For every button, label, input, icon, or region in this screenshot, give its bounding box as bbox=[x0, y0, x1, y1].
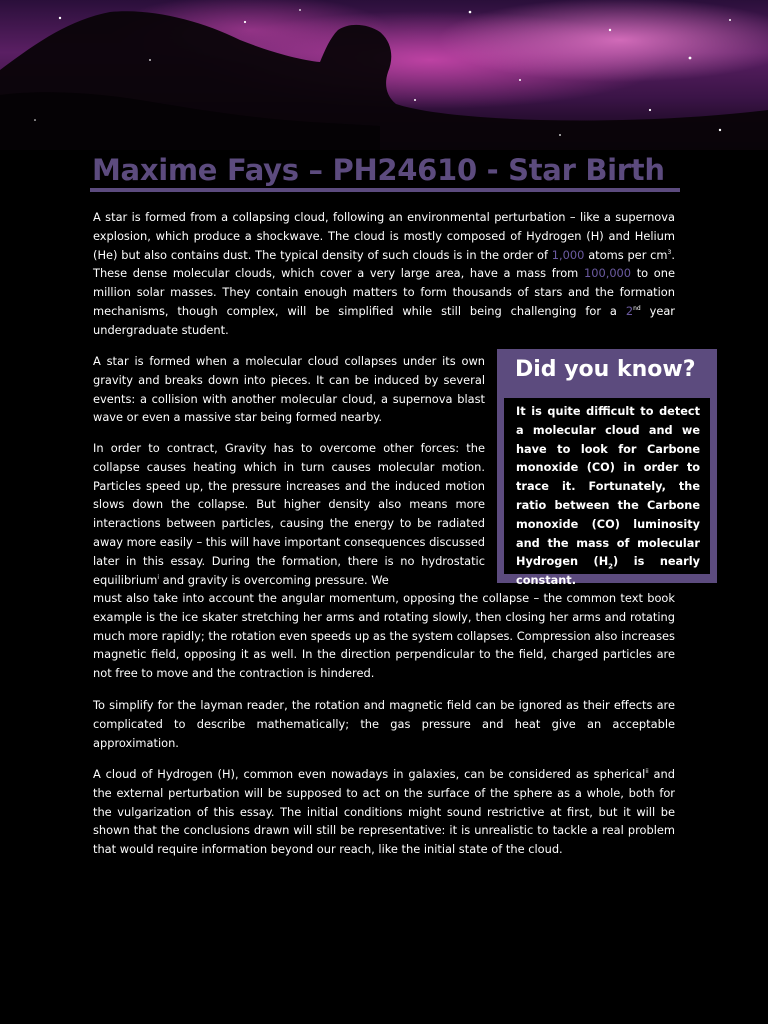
highlight-number: 100,000 bbox=[583, 266, 632, 281]
footnote-marker: i bbox=[157, 573, 160, 581]
paragraph-text: and gravity is overcoming pressure. We bbox=[159, 572, 389, 587]
paragraph-text: A cloud of Hydrogen (H), common even nowadays in galaxies, can be considered as spherical bbox=[93, 767, 646, 781]
sidebar-text: It is quite difficult to detect a molecular cloud and we have to look for Carbone monoxide (CO) in order to trace it. Fortunately, the ratio between the Carbone monoxide (CO) luminosity and the mass of molecular Hydrogen (H bbox=[516, 405, 700, 569]
paragraph-text: atoms per cm bbox=[584, 247, 668, 262]
did-you-know-content bbox=[504, 398, 710, 588]
highlight-number: 2 bbox=[625, 303, 634, 318]
did-you-know-title: Did you know? bbox=[515, 357, 696, 382]
subscript: 2 bbox=[608, 562, 614, 571]
paragraph-text: In order to contract, Gravity has to overcome other forces: the collapse causes heating which in turn causes molecular motion. Particles speed up, the pressure increases and the induced motion slows down the collapse. But higher density also means more interactions between particles, causing the energy to be radiated away more easily – this will have important consequences discussed later in this essay. During the formation, there is no hydrostatic equilibrium bbox=[93, 441, 485, 587]
paragraph-contraction bbox=[93, 439, 485, 589]
highlight-number: 1,000 bbox=[551, 247, 585, 262]
paragraph-text: and the external perturbation will be supposed to act on the surface of the sphere as a whole, both for the vulgarization of this essay. The initial conditions might sound restrictive at first, but it will be shown that the conclusions drawn will still be representative: it is unrealistic to tackle a real problem that would require information beyond our reach, like the initial state of the cloud. bbox=[93, 767, 675, 857]
footnote-marker: ii bbox=[645, 768, 649, 776]
horsehead-nebula-banner bbox=[0, 0, 768, 150]
sidebar-text: ) is nearly constant. bbox=[516, 555, 700, 588]
paragraph-text: year undergraduate student. bbox=[93, 303, 675, 337]
page-title: Maxime Fays – PH24610 - Star Birth bbox=[92, 153, 665, 187]
paragraph-text: A star is formed from a collapsing cloud, following an environmental perturbation – like a supernova explosion, which produce a shockwave. The cloud is mostly composed of Hydrogen (H) and Helium (He) but also contains dust. The typical density of such clouds is in the order of bbox=[93, 210, 675, 262]
paragraph-collapse: A star is formed when a molecular cloud collapses under its own gravity and breaks down into pieces. It can be induced by several events: a collision with another molecular cloud, a supernova blast wave or even a massive star being formed nearby. bbox=[93, 354, 485, 425]
superscript: nd bbox=[633, 305, 641, 313]
superscript: 3 bbox=[667, 248, 672, 256]
horsehead-nebula-image bbox=[0, 0, 768, 150]
title-underline bbox=[90, 188, 680, 192]
paragraph-simplify: To simplify for the layman reader, the rotation and magnetic field can be ignored as their effects are complicated to describe mathematically; the gas pressure and heat give an acceptable approximation. bbox=[93, 698, 675, 750]
paragraph-intro bbox=[93, 208, 675, 340]
paragraph-text: to one million solar masses. They contain enough matters to form thousands of stars and the formation mechanisms, though complex, will be simplified while still being challenging for a bbox=[93, 266, 676, 318]
did-you-know-text bbox=[516, 403, 700, 591]
paragraph-text: . These dense molecular clouds, which cover a very large area, have a mass from bbox=[93, 247, 675, 281]
paragraph-contraction-continued: must also take into account the angular momentum, opposing the collapse – the common text book example is the ice skater stretching her arms and rotating slowly, then closing her arms and rotating much more rapidly; the rotation even speeds up as the system collapses. Compression also increases magnetic field, opposing it as well. In the direction perpendicular to the field, charged particles are not free to move and the contraction is hindered. bbox=[93, 591, 675, 681]
paragraph-spherical-cloud bbox=[93, 765, 675, 859]
did-you-know-box bbox=[497, 349, 717, 588]
